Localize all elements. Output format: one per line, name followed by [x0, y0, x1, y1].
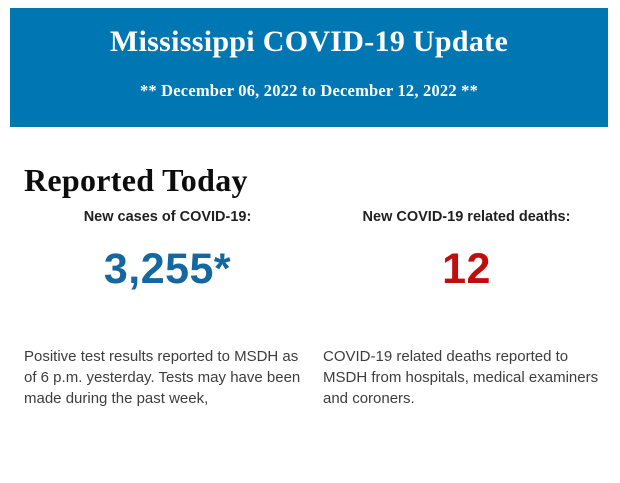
header-banner	[10, 8, 608, 127]
new-cases-value: 3,255*	[103, 245, 232, 293]
report-date-range: ** December 06, 2022 to December 12, 2022 **	[139, 81, 479, 100]
new-deaths-label: New COVID-19 related deaths:	[362, 209, 571, 225]
section-heading-reported-today: Reported Today	[24, 162, 248, 199]
stat-new-cases	[24, 208, 311, 409]
page-title: Mississippi COVID-19 Update	[109, 25, 509, 58]
new-cases-description: Positive test results reported to MSDH as of 6 p.m. yesterday. Tests may have been made during the past week,	[24, 348, 301, 407]
stats-columns	[24, 208, 610, 409]
new-cases-label: New cases of COVID-19:	[83, 209, 252, 225]
stat-new-deaths	[323, 208, 610, 409]
new-deaths-value: 12	[442, 245, 491, 293]
new-deaths-description: COVID-19 related deaths reported to MSDH from hospitals, medical examiners and coroners.	[323, 348, 599, 407]
